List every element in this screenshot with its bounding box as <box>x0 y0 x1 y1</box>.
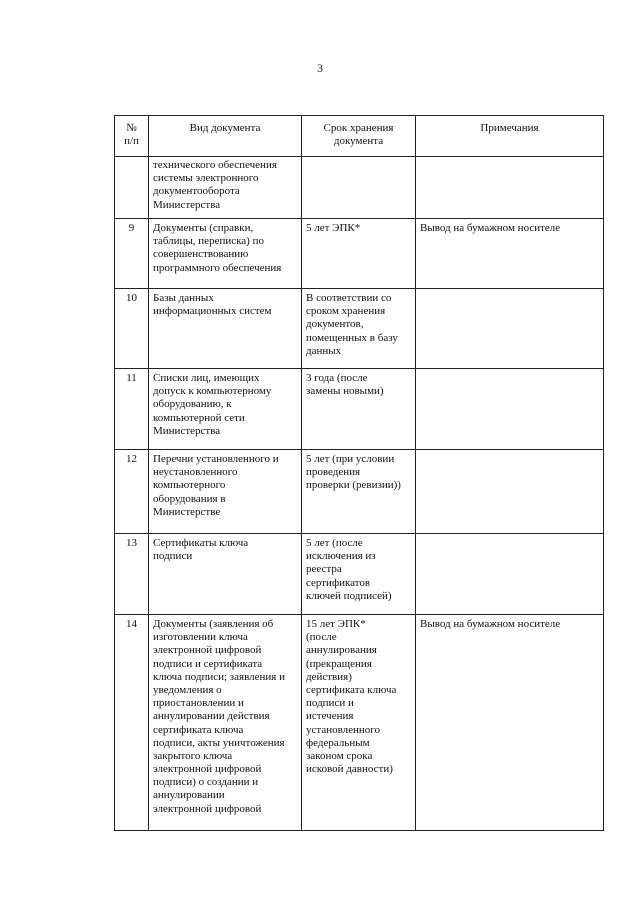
row-retention-period <box>302 157 416 219</box>
row-notes <box>416 450 604 534</box>
header-number: № п/п <box>115 116 149 157</box>
row-retention-period: 5 лет (после исключения из реестра сертификатов ключей подписей) <box>302 534 416 615</box>
row-number: 10 <box>115 289 149 369</box>
row-document-type: Сертификаты ключа подписи <box>149 534 302 615</box>
row-number: 14 <box>115 615 149 831</box>
row-document-type: Документы (справки, таблицы, переписка) по совершенствованию программного обеспечения <box>149 219 302 289</box>
header-retention-period: Срок хранения документа <box>302 116 416 157</box>
table-row <box>115 369 604 450</box>
row-retention-period: 5 лет ЭПК* <box>302 219 416 289</box>
row-document-type: Перечни установленного и неустановленного компьютерного оборудования в Министерстве <box>149 450 302 534</box>
table-row <box>115 289 604 369</box>
table-row <box>115 615 604 831</box>
header-document-type: Вид документа <box>149 116 302 157</box>
row-document-type: Списки лиц, имеющих допуск к компьютерному оборудованию, к компьютерной сети Министерства <box>149 369 302 450</box>
row-notes <box>416 157 604 219</box>
row-notes <box>416 289 604 369</box>
row-number <box>115 157 149 219</box>
header-notes: Примечания <box>416 116 604 157</box>
row-document-type: Базы данных информационных систем <box>149 289 302 369</box>
row-notes <box>416 369 604 450</box>
row-number: 12 <box>115 450 149 534</box>
row-retention-period: 15 лет ЭПК* (после аннулирования (прекращения действия) сертификата ключа подписи и истечения установленного федеральным законом срока исковой давности) <box>302 615 416 831</box>
table-row <box>115 450 604 534</box>
row-number: 11 <box>115 369 149 450</box>
row-notes <box>416 534 604 615</box>
row-retention-period: В соответствии со сроком хранения документов, помещенных в базу данных <box>302 289 416 369</box>
row-number: 9 <box>115 219 149 289</box>
row-retention-period: 5 лет (при условии проведения проверки (ревизии)) <box>302 450 416 534</box>
table-header-row <box>115 116 604 157</box>
row-document-type: Документы (заявления об изготовлении ключа электронной цифровой подписи и сертификата ключа подписи; заявления и уведомления о приостановлении и аннулировании действия сертификата ключа подписи, акты уничтожения закрытого ключа электронной цифровой подписи) о создании и аннулировании электронной цифровой <box>149 615 302 831</box>
table-row <box>115 157 604 219</box>
row-document-type: технического обеспечения системы электронного документооборота Министерства <box>149 157 302 219</box>
row-retention-period: 3 года (после замены новыми) <box>302 369 416 450</box>
document-retention-table <box>114 115 604 831</box>
row-notes: Вывод на бумажном носителе <box>416 615 604 831</box>
row-number: 13 <box>115 534 149 615</box>
page-number: 3 <box>317 61 323 75</box>
table-row <box>115 534 604 615</box>
table-row <box>115 219 604 289</box>
row-notes: Вывод на бумажном носителе <box>416 219 604 289</box>
